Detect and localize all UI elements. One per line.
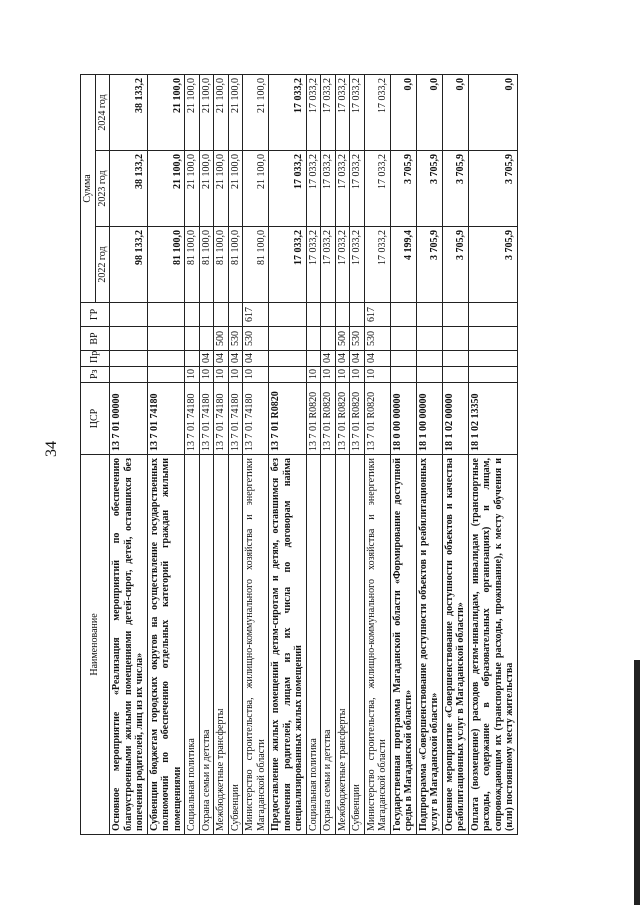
- table-row: [321, 74, 336, 834]
- header-year-2022: 2022 год: [95, 227, 110, 303]
- cell-vr: 500: [214, 327, 229, 351]
- cell-rz: 10: [243, 367, 269, 383]
- page-number: 34: [43, 441, 60, 457]
- cell-csr: 13 7 01 R0820: [306, 383, 321, 455]
- cell-name: Основное мероприятие «Реализация мероприятий по обеспечению благоустроенными жилыми помещениями детей-сирот, детей, оставшихся без попечения родителей, лиц из их числа»: [110, 455, 148, 835]
- cell-gr: [185, 303, 200, 327]
- cell-2023: 38 133,2: [110, 151, 148, 227]
- cell-pr: [147, 351, 185, 367]
- cell-csr: 13 7 01 74180: [185, 383, 200, 455]
- header-csr: ЦСР: [81, 383, 110, 455]
- cell-2024: 17 033,2: [364, 74, 390, 150]
- cell-2022: 3 705,9: [416, 227, 442, 303]
- table-row: [416, 74, 442, 834]
- cell-2023: 21 100,0: [199, 151, 214, 227]
- cell-2022: 17 033,2: [321, 227, 336, 303]
- cell-csr: 13 7 01 74180: [147, 383, 185, 455]
- header-vr: ВР: [81, 327, 110, 351]
- cell-vr: 500: [335, 327, 350, 351]
- cell-gr: [321, 303, 336, 327]
- cell-vr: [468, 327, 517, 351]
- cell-vr: [306, 327, 321, 351]
- cell-rz: 10: [214, 367, 229, 383]
- cell-name: Межбюджетные трансферты: [335, 455, 350, 835]
- cell-2024: 21 100,0: [228, 74, 243, 150]
- cell-2024: 21 100,0: [214, 74, 229, 150]
- cell-2022: 4 199,4: [390, 227, 416, 303]
- cell-name: Социальная политика: [185, 455, 200, 835]
- cell-2023: 17 033,2: [364, 151, 390, 227]
- cell-gr: [269, 303, 307, 327]
- cell-name: Субвенции бюджетам городских округов на осуществление государственных полномочий по обеспечению отдельных категорий граждан жилыми помещениями: [147, 455, 185, 835]
- cell-gr: [335, 303, 350, 327]
- cell-2022: 81 100,0: [147, 227, 185, 303]
- cell-vr: 530: [350, 327, 365, 351]
- table-row: [306, 74, 321, 834]
- cell-2024: 0,0: [390, 74, 416, 150]
- cell-csr: 18 1 00 00000: [416, 383, 442, 455]
- cell-csr: 13 7 01 74180: [199, 383, 214, 455]
- cell-csr: 13 7 01 R0820: [321, 383, 336, 455]
- cell-vr: [110, 327, 148, 351]
- cell-name: Межбюджетные трансферты: [214, 455, 229, 835]
- cell-name: Основное мероприятие «Совершенствование доступности объектов и качества реабилитационных услуг в Магаданской области»: [442, 455, 468, 835]
- cell-2022: 98 133,2: [110, 227, 148, 303]
- cell-rz: [390, 367, 416, 383]
- cell-gr: [147, 303, 185, 327]
- table-row: [243, 74, 269, 834]
- header-name: Наименование: [81, 455, 110, 835]
- cell-name: Предоставление жилых помещений детям-сиротам и детям, оставшимся без попечения родителей, лицам из их числа по договорам найма специализированных жилых помещений: [269, 455, 307, 835]
- cell-name: Охрана семьи и детства: [199, 455, 214, 835]
- cell-2022: 3 705,9: [468, 227, 517, 303]
- cell-2024: 0,0: [468, 74, 517, 150]
- table-header: [81, 74, 110, 834]
- cell-name: Министерство строительства, жилищно-коммунального хозяйства и энергетики Магаданской области: [243, 455, 269, 835]
- cell-2022: 17 033,2: [306, 227, 321, 303]
- cell-2024: 0,0: [442, 74, 468, 150]
- cell-rz: [269, 367, 307, 383]
- table-body: [110, 74, 518, 834]
- header-sum: Сумма: [81, 74, 96, 302]
- cell-csr: 18 1 02 13350: [468, 383, 517, 455]
- cell-2023: 21 100,0: [147, 151, 185, 227]
- cell-rz: 10: [321, 367, 336, 383]
- cell-rz: 10: [364, 367, 390, 383]
- cell-2023: 21 100,0: [214, 151, 229, 227]
- cell-vr: [390, 327, 416, 351]
- cell-vr: 530: [228, 327, 243, 351]
- rotated-table-container: [80, 75, 630, 835]
- cell-rz: 10: [306, 367, 321, 383]
- table-row: [185, 74, 200, 834]
- cell-vr: 530: [243, 327, 269, 351]
- cell-2023: 3 705,9: [468, 151, 517, 227]
- table-row: [147, 74, 185, 834]
- cell-rz: 10: [199, 367, 214, 383]
- cell-pr: 04: [364, 351, 390, 367]
- cell-rz: [147, 367, 185, 383]
- budget-table: [80, 74, 518, 835]
- header-gr: ГР: [81, 303, 110, 327]
- cell-name: Социальная политика: [306, 455, 321, 835]
- cell-2024: 21 100,0: [243, 74, 269, 150]
- cell-pr: 04: [243, 351, 269, 367]
- cell-2022: 3 705,9: [442, 227, 468, 303]
- table-row: [442, 74, 468, 834]
- cell-gr: [350, 303, 365, 327]
- cell-gr: [199, 303, 214, 327]
- cell-rz: 10: [335, 367, 350, 383]
- table-row: [468, 74, 517, 834]
- cell-gr: [390, 303, 416, 327]
- cell-pr: 04: [321, 351, 336, 367]
- cell-name: Субвенции: [350, 455, 365, 835]
- cell-gr: [468, 303, 517, 327]
- cell-2024: 17 033,2: [269, 74, 307, 150]
- cell-2022: 81 100,0: [199, 227, 214, 303]
- cell-name: Оплата (возмещение) расходов детям-инвалидам, инвалидам (транспортные расходы, содержание в образовательных организациях) и лицам, сопровождающим их (транспортные расходы, проживание), к месту обучения и (или) постоянному месту жительства: [468, 455, 517, 835]
- cell-pr: [269, 351, 307, 367]
- cell-2023: 17 033,2: [269, 151, 307, 227]
- cell-2024: 17 033,2: [335, 74, 350, 150]
- cell-csr: 13 7 01 74180: [214, 383, 229, 455]
- cell-name: Подпрограмма «Совершенствование доступности объектов и реабилитационных услуг в Магаданской области»: [416, 455, 442, 835]
- cell-2024: 17 033,2: [306, 74, 321, 150]
- cell-2024: 21 100,0: [185, 74, 200, 150]
- cell-2023: 21 100,0: [185, 151, 200, 227]
- cell-csr: 18 0 00 00000: [390, 383, 416, 455]
- cell-2023: 21 100,0: [243, 151, 269, 227]
- cell-vr: 530: [364, 327, 390, 351]
- cell-pr: [185, 351, 200, 367]
- cell-name: Субвенции: [228, 455, 243, 835]
- cell-name: Охрана семьи и детства: [321, 455, 336, 835]
- header-year-2023: 2023 год: [95, 151, 110, 227]
- cell-name: Министерство строительства, жилищно-коммунального хозяйства и энергетики Магаданской области: [364, 455, 390, 835]
- cell-2024: 17 033,2: [321, 74, 336, 150]
- cell-2024: 38 133,2: [110, 74, 148, 150]
- cell-2024: 21 100,0: [199, 74, 214, 150]
- cell-2022: 81 100,0: [243, 227, 269, 303]
- cell-pr: 04: [350, 351, 365, 367]
- cell-2022: 17 033,2: [350, 227, 365, 303]
- cell-csr: 13 7 01 R0820: [364, 383, 390, 455]
- cell-pr: 04: [214, 351, 229, 367]
- cell-pr: 04: [228, 351, 243, 367]
- cell-pr: [110, 351, 148, 367]
- cell-vr: [199, 327, 214, 351]
- cell-2023: 3 705,9: [416, 151, 442, 227]
- cell-pr: [306, 351, 321, 367]
- table-row: [228, 74, 243, 834]
- cell-vr: [321, 327, 336, 351]
- cell-2023: 3 705,9: [442, 151, 468, 227]
- cell-rz: [468, 367, 517, 383]
- header-rz: Рз: [81, 367, 110, 383]
- cell-csr: 18 1 02 00000: [442, 383, 468, 455]
- header-year-2024: 2024 год: [95, 74, 110, 150]
- cell-rz: [416, 367, 442, 383]
- cell-csr: 13 7 01 00000: [110, 383, 148, 455]
- cell-2022: 81 100,0: [214, 227, 229, 303]
- cell-2022: 17 033,2: [364, 227, 390, 303]
- cell-rz: [110, 367, 148, 383]
- cell-csr: 13 7 01 R0820: [269, 383, 307, 455]
- cell-2023: 3 705,9: [390, 151, 416, 227]
- table-row: [110, 74, 148, 834]
- cell-2023: 17 033,2: [306, 151, 321, 227]
- table-row: [335, 74, 350, 834]
- cell-gr: [110, 303, 148, 327]
- cell-name: Государственная программа Магаданской области «Формирование доступной среды в Магаданской области»: [390, 455, 416, 835]
- cell-pr: 04: [335, 351, 350, 367]
- cell-csr: 13 7 01 74180: [228, 383, 243, 455]
- cell-2022: 81 100,0: [228, 227, 243, 303]
- table-row: [364, 74, 390, 834]
- cell-gr: [214, 303, 229, 327]
- cell-vr: [416, 327, 442, 351]
- table-row: [390, 74, 416, 834]
- table-row: [214, 74, 229, 834]
- cell-csr: 13 7 01 74180: [243, 383, 269, 455]
- page-edge-bar: [634, 660, 640, 905]
- table-row: [350, 74, 365, 834]
- cell-rz: [442, 367, 468, 383]
- cell-vr: [442, 327, 468, 351]
- cell-pr: [416, 351, 442, 367]
- cell-2022: 81 100,0: [185, 227, 200, 303]
- table-row: [269, 74, 307, 834]
- cell-rz: 10: [185, 367, 200, 383]
- cell-pr: [442, 351, 468, 367]
- cell-2024: 17 033,2: [350, 74, 365, 150]
- cell-2023: 17 033,2: [350, 151, 365, 227]
- cell-csr: 13 7 01 R0820: [350, 383, 365, 455]
- cell-gr: [442, 303, 468, 327]
- table-row: [199, 74, 214, 834]
- cell-2023: 17 033,2: [335, 151, 350, 227]
- header-pr: Пр: [81, 351, 110, 367]
- cell-pr: [468, 351, 517, 367]
- cell-gr: [416, 303, 442, 327]
- cell-gr: 617: [364, 303, 390, 327]
- cell-vr: [269, 327, 307, 351]
- cell-vr: [147, 327, 185, 351]
- cell-vr: [185, 327, 200, 351]
- cell-2023: 21 100,0: [228, 151, 243, 227]
- cell-csr: 13 7 01 R0820: [335, 383, 350, 455]
- cell-2023: 17 033,2: [321, 151, 336, 227]
- cell-rz: 10: [228, 367, 243, 383]
- cell-gr: [306, 303, 321, 327]
- cell-gr: 617: [243, 303, 269, 327]
- cell-2024: 21 100,0: [147, 74, 185, 150]
- cell-2022: 17 033,2: [269, 227, 307, 303]
- cell-gr: [228, 303, 243, 327]
- cell-rz: 10: [350, 367, 365, 383]
- cell-pr: 04: [199, 351, 214, 367]
- cell-2024: 0,0: [416, 74, 442, 150]
- cell-2022: 17 033,2: [335, 227, 350, 303]
- cell-pr: [390, 351, 416, 367]
